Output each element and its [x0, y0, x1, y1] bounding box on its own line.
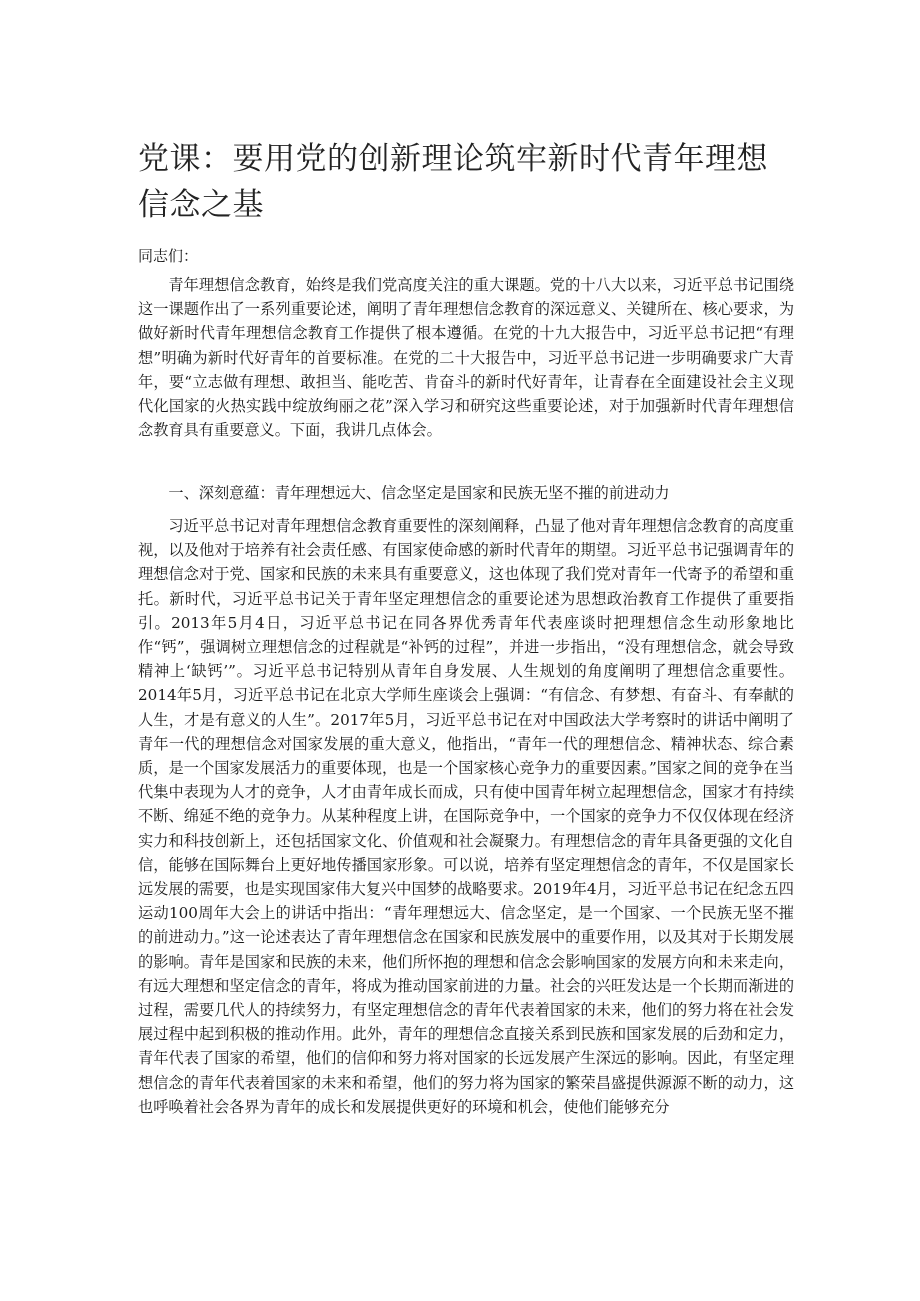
section-heading-1: 一、深刻意蕴：青年理想远大、信念坚定是国家和民族无坚不摧的前进动力	[168, 484, 670, 502]
salutation: 同志们：	[138, 247, 199, 265]
document-title: 党课：要用党的创新理论筑牢新时代青年理想信念之基	[138, 141, 768, 223]
body-paragraph: 习近平总书记对青年理想信念教育重要性的深刻阐释，凸显了他对青年理想信念教育的高度重视，以及他对于培养有社会责任感、有国家使命感的新时代青年的期望。习近平总书记强调青年的理想信念对于党、国家和民族的未来具有重要意义，这也体现了我们党对青年一代寄予的希望和重托。新时代，习近平总书记关于青年坚定理想信念的重要论述为思想政治教育工作提供了重要指引。2013年5月4日，习近平总书记在同各界优秀青年代表座谈时把理想信念生动形象地比作“钙”，强调树立理想信念的过程就是“补钙的过程”，并进一步指出，“没有理想信念，就会导致精神上‘缺钙’”。习近平总书记特别从青年自身发展、人生规划的角度阐明了理想信念重要性。2014年5月，习近平总书记在北京大学师生座谈会上强调：“有信念、有梦想、有奋斗、有奉献的人生，才是有意义的人生”。2017年5月，习近平总书记在对中国政法大学考察时的讲话中阐明了青年一代的理想信念对国家发展的重大意义，他指出，“青年一代的理想信念、精神状态、综合素质，是一个国家发展活力的重要体现，也是一个国家核心竞争力的重要因素。”国家之间的竞争在当代集中表现为人才的竞争，人才由青年成长而成，只有使中国青年树立起理想信念，国家才有持续不断、绵延不绝的竞争力。从某种程度上讲，在国际竞争中，一个国家的竞争力不仅仅体现在经济实力和科技创新上，还包括国家文化、价值观和社会凝聚力。有理想信念的青年具备更强的文化自信，能够在国际舞台上更好地传播国家形象。可以说，培养有坚定理想信念的青年，不仅是国家长远发展的需要，也是实现国家伟大复兴中国梦的战略要求。2019年4月，习近平总书记在纪念五四运动100周年大会上的讲话中指出：“青年理想远大、信念坚定，是一个国家、一个民族无坚不摧的前进动力。”这一论述表达了青年理想信念在国家和民族发展中的重要作用，以及其对于长期发展的影响。青年是国家和民族的未来，他们所怀抱的理想和信念会影响国家的发展方向和未来走向，有远大理想和坚定信念的青年，将成为推动国家前进的力量。社会的兴旺发达是一个长期而渐进的过程，需要几代人的持续努力，有坚定理想信念的青年代表着国家的未来，他们的努力将在社会发展过程中起到积极的推动作用。此外，青年的理想信念直接关系到民族和国家发展的后劲和定力，青年代表了国家的希望，他们的信仰和努力将对国家的长远发展产生深远的影响。因此，有坚定理想信念的青年代表着国家的未来和希望，他们的努力将为国家的繁荣昌盛提供源源不断的动力，这也呼唤着社会各界为青年的成长和发展提供更好的环境和机会，使他们能够充分	[138, 517, 794, 1116]
intro-paragraph: 青年理想信念教育，始终是我们党高度关注的重大课题。党的十八大以来，习近平总书记围绕这一课题作出了一系列重要论述，阐明了青年理想信念教育的深远意义、关键所在、核心要求，为做好新时代青年理想信念教育工作提供了根本遵循。在党的十九大报告中，习近平总书记把“有理想”明确为新时代好青年的首要标准。在党的二十大报告中，习近平总书记进一步明确要求广大青年，要“立志做有理想、敢担当、能吃苦、肯奋斗的新时代好青年，让青春在全面建设社会主义现代化国家的火热实践中绽放绚丽之花”深入学习和研究这些重要论述，对于加强新时代青年理想信念教育具有重要意义。下面，我讲几点体会。	[138, 276, 794, 440]
